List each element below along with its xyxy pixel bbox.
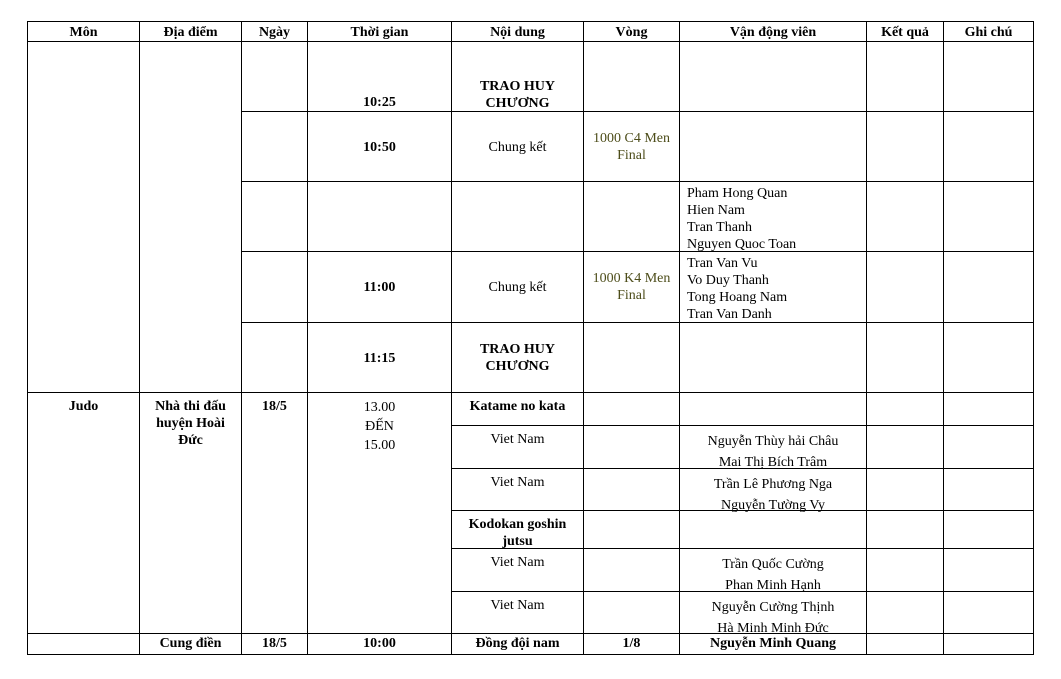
- content-cell: TRAO HUY CHƯƠNG: [479, 79, 556, 111]
- athletes-cell: Nguyễn Minh Quang: [709, 636, 837, 651]
- header-ngay: Ngày: [258, 25, 291, 40]
- grid-line: [27, 392, 1034, 393]
- header-ghi-chu: Ghi chú: [964, 25, 1013, 40]
- header-ket-qua: Kết quả: [881, 25, 929, 40]
- header-vong: Vòng: [615, 25, 648, 40]
- grid-line: [241, 251, 1034, 252]
- date-cell: 18/5: [262, 636, 287, 651]
- grid-line: [241, 181, 1034, 182]
- time-cell: 10:50: [363, 140, 396, 155]
- header-mon: Môn: [69, 25, 98, 40]
- content-cell: Viet Nam: [490, 555, 545, 570]
- grid-line: [451, 425, 1034, 426]
- content-cell: Chung kết: [488, 140, 547, 155]
- venue-cell: Cung điền: [159, 636, 222, 651]
- sport-cell: Judo: [68, 399, 99, 414]
- grid-line: [27, 21, 28, 655]
- athletes-cell: Nguyễn Cường Thịnh Hà Minh Minh Đức: [711, 600, 835, 636]
- content-cell: TRAO HUY CHƯƠNG: [479, 342, 556, 374]
- time-cell: 11:00: [363, 280, 396, 295]
- content-cell: Đồng đội nam: [475, 636, 560, 651]
- athletes-cell: Trần Quốc Cường Phan Minh Hạnh: [722, 557, 824, 593]
- grid-line: [27, 654, 1034, 655]
- grid-line: [241, 322, 1034, 323]
- time-cell: 11:15: [363, 351, 396, 366]
- round-cell: 1000 K4 Men Final: [592, 271, 671, 303]
- content-cell: Chung kết: [488, 280, 547, 295]
- round-cell: 1000 C4 Men Final: [593, 131, 670, 163]
- grid-line: [866, 21, 867, 655]
- header-dia-diem: Địa điểm: [163, 25, 218, 40]
- athletes-cell: Trần Lê Phương Nga Nguyễn Tường Vy: [713, 477, 833, 513]
- time-cell: 10:00: [363, 636, 396, 651]
- grid-line: [1033, 21, 1034, 655]
- athletes-cell: Nguyễn Thùy hải Châu Mai Thị Bích Trâm: [707, 434, 839, 470]
- grid-line: [27, 21, 1034, 22]
- grid-line: [139, 21, 140, 655]
- grid-line: [241, 21, 242, 655]
- grid-line: [583, 21, 584, 655]
- content-cell: Kodokan goshin jutsu: [468, 517, 567, 549]
- time-cell: 10:25: [363, 95, 396, 110]
- grid-line: [27, 41, 1034, 42]
- grid-line: [241, 111, 1034, 112]
- athletes-cell: Tran Van Vu Vo Duy Thanh Tong Hoang Nam Tran Van Danh: [687, 256, 788, 322]
- content-cell: Viet Nam: [490, 475, 545, 490]
- venue-cell: Nhà thi đấu huyện Hoài Đức: [155, 399, 226, 448]
- content-cell: Katame no kata: [469, 399, 566, 414]
- header-noi-dung: Nội dung: [490, 25, 545, 40]
- round-cell: 1/8: [622, 636, 641, 651]
- grid-line: [27, 633, 1034, 634]
- grid-line: [307, 21, 308, 655]
- content-cell: Viet Nam: [490, 598, 545, 613]
- header-van-dong-vien: Vận động viên: [729, 25, 817, 40]
- header-thoi-gian: Thời gian: [350, 25, 409, 40]
- time-cell: 13.00 ĐẾN 15.00: [363, 400, 396, 453]
- date-cell: 18/5: [262, 399, 287, 414]
- content-cell: Viet Nam: [490, 432, 545, 447]
- athletes-cell: Pham Hong Quan Hien Nam Tran Thanh Nguyen Quoc Toan: [687, 186, 797, 252]
- grid-line: [943, 21, 944, 655]
